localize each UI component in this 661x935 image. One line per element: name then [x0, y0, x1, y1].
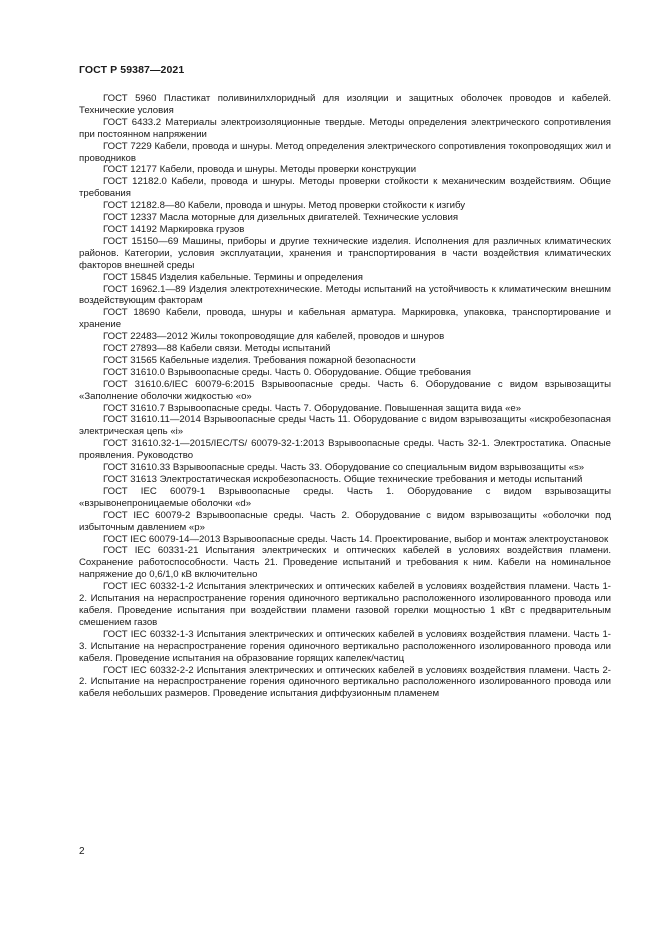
reference-item: ГОСТ IEC 60332-1-2 Испытания электрических и оптических кабелей в условиях воздействия пламени. Часть 1-2. Испытания на нераспространение горения одиночного вертикально расположенного изолированного провода или кабеля. Проведение испытания при воздействии пламени газовой горелки мощностью 1 кВт с предварительным смешением газов [79, 581, 611, 628]
reference-item: ГОСТ IEC 60079-2 Взрывоопасные среды. Часть 2. Оборудование с видом взрывозащиты «оболочки под избыточным давлением «р» [79, 509, 611, 533]
reference-item: ГОСТ 12177 Кабели, провода и шнуры. Методы проверки конструкции [103, 164, 417, 176]
reference-item: ГОСТ IEC 60332-1-3 Испытания электрических и оптических кабелей в условиях воздействия пламени. Часть 1-3. Испытание на нераспространение горения одиночного вертикально расположенного изолированного провода или кабеля. Проведение испытания на образование горящих капелек/частиц [79, 628, 611, 664]
reference-item: ГОСТ IEC 60079-1 Взрывоопасные среды. Часть 1. Оборудование с видом взрывозащиты «взрывонепроницаемые оболочки «d» [79, 485, 611, 509]
reference-item: ГОСТ 31610.11—2014 Взрывоопасные среды Часть 11. Оборудование с видом взрывозащиты «искробезопасная электрическая цепь «i» [79, 414, 611, 438]
reference-item: ГОСТ 6433.2 Материалы электроизоляционные твердые. Методы определения электрического сопротивления при постоянном напряжении [79, 116, 611, 140]
reference-item: ГОСТ 15845 Изделия кабельные. Термины и определения [103, 271, 363, 283]
reference-item: ГОСТ IEC 60332-2-2 Испытания электрических и оптических кабелей в условиях воздействия пламени. Часть 2-2. Испытание на нераспространение горения одиночного вертикально расположенного изолированного провода или кабеля небольших размеров. Проведение испытания диффузионным пламенем [79, 664, 611, 700]
reference-item: ГОСТ 7229 Кабели, провода и шнуры. Метод определения электрического сопротивления токопроводящих жил и проводников [79, 140, 611, 164]
reference-item: ГОСТ IEC 60079-14—2013 Взрывоопасные среды. Часть 14. Проектирование, выбор и монтаж электроустановок [103, 533, 609, 545]
reference-item: ГОСТ 22483—2012 Жилы токопроводящие для кабелей, проводов и шнуров [103, 331, 445, 343]
reference-item: ГОСТ 14192 Маркировка грузов [103, 223, 245, 235]
reference-item: ГОСТ 5960 Пластикат поливинилхлоридный для изоляции и защитных оболочек проводов и кабелей. Технические условия [79, 93, 611, 116]
reference-item: ГОСТ 12182.8—80 Кабели, провода и шнуры. Метод проверки стойкости к изгибу [103, 200, 466, 212]
reference-item: ГОСТ IEC 60331-21 Испытания электрических и оптических кабелей в условиях воздействия пламени. Сохранение работоспособности. Часть 21. Проведение испытаний и требования к ним. Кабели на номинальное напряжение до 0,6/1,0 кВ включительно [79, 545, 611, 581]
document-header: ГОСТ Р 59387—2021 [79, 64, 185, 76]
reference-item: ГОСТ 31610.0 Взрывоопасные среды. Часть 0. Оборудование. Общие требования [103, 366, 471, 378]
reference-item: ГОСТ 27893—88 Кабели связи. Методы испытаний [103, 343, 331, 355]
reference-item: ГОСТ 12337 Масла моторные для дизельных двигателей. Технические условия [103, 212, 459, 224]
reference-item: ГОСТ 31565 Кабельные изделия. Требования пожарной безопасности [103, 354, 416, 366]
reference-item: ГОСТ 31613 Электростатическая искробезопасность. Общие технические требования и методы испытаний [103, 474, 583, 485]
reference-item: ГОСТ 31610.6/IEC 60079-6:2015 Взрывоопасные среды. Часть 6. Оборудование с видом взрывозащиты «Заполнение оболочки жидкостью «о» [79, 378, 611, 402]
page-number: 2 [79, 846, 85, 857]
reference-item: ГОСТ 31610.33 Взрывоопасные среды. Часть 33. Оборудование со специальным видом взрывозащиты «s» [103, 462, 585, 474]
reference-item: ГОСТ 15150—69 Машины, приборы и другие технические изделия. Исполнения для различных климатических районов. Категории, условия эксплуатации, хранения и транспортирования в части воздействия климатических факторов внешней среды [79, 235, 611, 271]
reference-item: ГОСТ 31610.7 Взрывоопасные среды. Часть 7. Оборудование. Повышенная защита вида «е» [103, 402, 522, 414]
reference-item: ГОСТ 18690 Кабели, провода, шнуры и кабельная арматура. Маркировка, упаковка, транспортирование и хранение [79, 307, 611, 331]
normative-references-list [79, 93, 611, 700]
reference-item: ГОСТ 16962.1—89 Изделия электротехнические. Методы испытаний на устойчивость к климатическим внешним воздействующим факторам [79, 283, 611, 307]
reference-item: ГОСТ 31610.32-1—2015/IEC/TS/ 60079-32-1:2013 Взрывоопасные среды. Часть 32-1. Электростатика. Опасные проявления. Руководство [79, 438, 611, 462]
reference-item: ГОСТ 12182.0 Кабели, провода и шнуры. Методы проверки стойкости к механическим воздействиям. Общие требования [79, 176, 611, 200]
